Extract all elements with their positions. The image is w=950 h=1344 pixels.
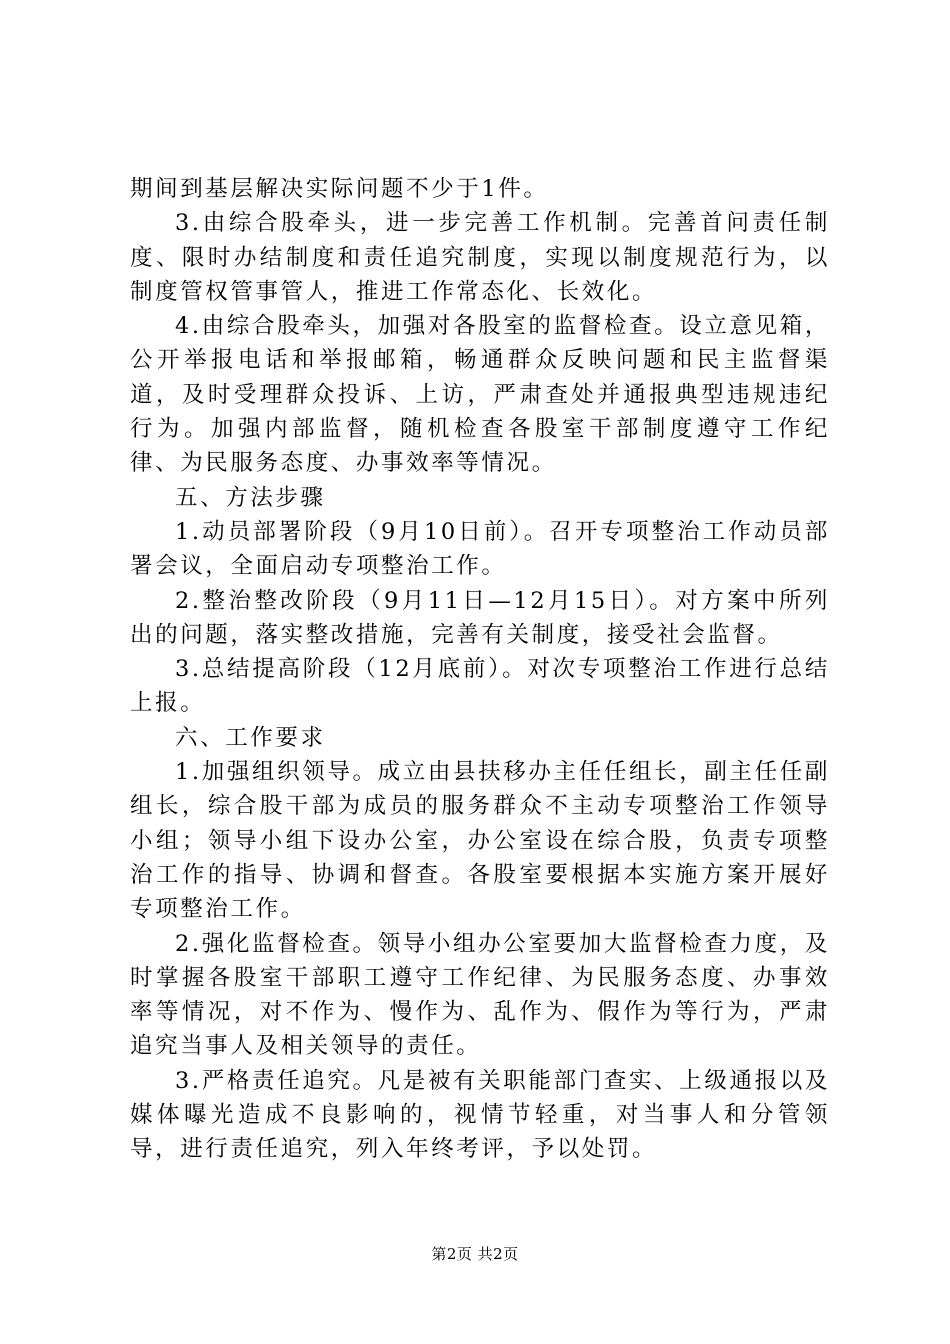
paragraph-step-2: 2.整治整改阶段（9月11日—12月15日）。对方案中所列出的问题，落实整改措施，完善有关制度，接受社会监督。 [130,587,830,648]
page-footer [0,1244,950,1264]
paragraph-step-1: 1.动员部署阶段（9月10日前）。召开专项整治工作动员部署会议，全面启动专项整治工作。 [130,518,830,580]
paragraph-item-3-mechanism: 3.由综合股牵头，进一步完善工作机制。完善首问责任制度、限时办结制度和责任追究制度，实现以制度规范行为，以制度管权管事管人，推进工作常态化、长效化。 [130,210,830,305]
paragraph-continuation: 期间到基层解决实际问题不少于1件。 [130,176,549,202]
section-heading-methods: 五、方法步骤 [175,484,326,511]
paragraph-requirement-2: 2.强化监督检查。领导小组办公室要加大监督检查力度，及时掌握各股室干部职工遵守工作纪律、为民服务态度、办事效率等情况，对不作为、慢作为、乱作为、假作为等行为，严肃追究当事人及相关领导的责任。 [130,930,830,1060]
paragraph-item-4-supervision: 4.由综合股牵头，加强对各股室的监督检查。设立意见箱，公开举报电话和举报邮箱，畅通群众反映问题和民主监督渠道，及时受理群众投诉、上访，严肃查处并通报典型违规违纪行为。加强内部监督，随机检查各股室干部制度遵守工作纪律、为民服务态度、办事效率等情况。 [130,313,830,477]
section-heading-requirements: 六、工作要求 [175,724,326,751]
paragraph-requirement-1: 1.加强组织领导。成立由县扶移办主任任组长，副主任任副组长，综合股干部为成员的服务群众不主动专项整治工作领导小组；领导小组下设办公室，办公室设在综合股，负责专项整治工作的指导、协调和督查。各股室要根据本实施方案开展好专项整治工作。 [130,759,830,923]
paragraph-requirement-3: 3.严格责任追究。凡是被有关职能部门查实、上级通报以及媒体曝光造成不良影响的，视情节轻重，对当事人和分管领导，进行责任追究，列入年终考评，予以处罚。 [130,1067,830,1163]
paragraph-step-3: 3.总结提高阶段（12月底前）。对次专项整治工作进行总结上报。 [130,656,830,717]
page-number-label: 第2页 共2页 [431,1245,519,1263]
document-body [130,172,830,1167]
